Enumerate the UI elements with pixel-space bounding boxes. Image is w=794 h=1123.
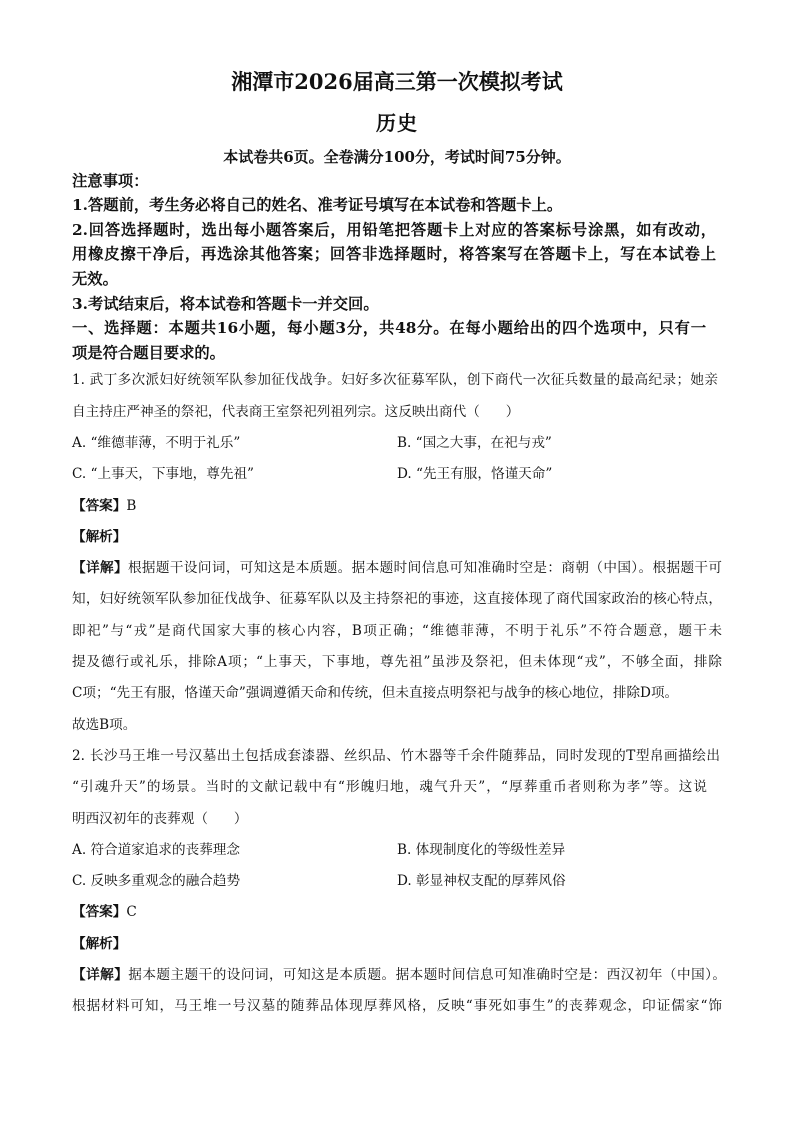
detail-text: 据本题主题干的设问词，可知这是本质题。据本题时间信息可知准确时空是：西汉初年（中国）。: [128, 966, 726, 983]
answer-label: 【答案】: [72, 904, 127, 921]
option-row: [72, 866, 722, 897]
detail-line: C项；“先王有服，恪谨天命”强调遵循天命和传统，但未直接点明祭祀与战争的核心地位，排除D项。: [72, 685, 679, 702]
detail-label: 【详解】: [72, 560, 128, 577]
answer-value: B: [126, 497, 137, 514]
detail-line: 即祀”与“戎”是商代国家大事的核心内容，B项正确；“维德菲薄，不明于礼乐”不符合题意，题干未: [72, 622, 722, 639]
answer-line: [72, 491, 722, 522]
answer-label: 【答案】: [72, 497, 127, 514]
notice-item-2-line: 用橡皮擦干净后，再选涂其他答案；回答非选择题时，将答案写在答题卡上，写在本试卷上: [72, 245, 716, 264]
exam-title: 湘潭市2026届高三第一次模拟考试: [231, 69, 563, 94]
option-a: A. “维德菲薄，不明于礼乐”: [72, 434, 241, 451]
option-d: D. “先王有服，恪谨天命”: [397, 466, 553, 483]
option-c: C. “上事天，下事地，尊先祖”: [72, 466, 254, 483]
notice-item-2-line: 无效。: [72, 270, 118, 289]
option-row: [72, 835, 722, 866]
exam-info: 本试卷共6页。全卷满分100分，考试时间75分钟。: [223, 148, 571, 166]
notice-heading: 注意事项：: [72, 171, 149, 190]
option-row: [72, 428, 722, 459]
analysis-label: 【解析】: [72, 528, 127, 545]
option-d: D. 彰显神权支配的厚葬风俗: [397, 873, 566, 890]
section-heading-line: 一、选择题：本题共16小题，每小题3分，共48分。在每小题给出的四个选项中，只有一: [72, 319, 706, 338]
subject-title: 历史: [376, 111, 418, 135]
detail-label: 【详解】: [72, 966, 129, 983]
notice-block: [72, 169, 716, 366]
detail-line: 故选B项。: [72, 716, 137, 733]
question-stem-line: 1. 武丁多次派妇好统领军队参加征伐战争。妇好多次征募军队，创下商代一次征兵数量的最高纪录；她亲: [72, 372, 718, 389]
detail-line: 根据材料可知，马王堆一号汉墓的随葬品体现厚葬风格，反映“事死如事生”的丧葬观念，印证儒家“饰: [72, 998, 722, 1015]
option-row: [72, 459, 722, 490]
notice-item-3: 3.考试结束后，将本试卷和答题卡一并交回。: [72, 294, 379, 313]
analysis-label: 【解析】: [72, 935, 127, 952]
detail-line: 提及德行或礼乐，排除A项；“上事天，下事地，尊先祖”虽涉及祭祀，但未体现“戎”，不够全面，排除: [72, 654, 722, 671]
question-2: [72, 741, 726, 1023]
option-c: C. 反映多重观念的融合趋势: [72, 873, 241, 890]
notice-item-1: 1.答题前，考生务必将自己的姓名、准考证号填写在本试卷和答题卡上。: [72, 196, 563, 215]
answer-line: [72, 897, 722, 928]
detail-line: [72, 553, 722, 584]
question-stem-line: 自主持庄严神圣的祭祀，代表商王室祭祀列祖列宗。这反映出商代（ ）: [72, 403, 520, 420]
section-heading-line: 项是符合题目要求的。: [72, 343, 225, 362]
detail-line: 知，妇好统领军队参加征伐战争、征募军队以及主持祭祀的事迹，这直接体现了商代国家政治的核心特点，: [72, 591, 722, 608]
detail-line: [72, 960, 726, 991]
question-stem-line: 2. 长沙马王堆一号汉墓出土包括成套漆器、丝织品、竹木器等千余件随葬品，同时发现的T型帛画描绘出: [72, 747, 720, 764]
answer-value: C: [126, 904, 137, 921]
option-a: A. 符合道家追求的丧葬理念: [72, 841, 240, 858]
notice-item-2-line: 2.回答选择题时，选出每小题答案后，用铅笔把答题卡上对应的答案标号涂黑，如有改动，: [72, 220, 716, 239]
question-list: [72, 365, 726, 1022]
detail-text: 根据题干设问词，可知这是本质题。据本题时间信息可知准确时空是：商朝（中国）。根据题干可: [127, 560, 723, 577]
question-1: [72, 365, 722, 741]
question-stem-line: 明西汉初年的丧葬观（ ）: [72, 810, 248, 827]
option-b: B. 体现制度化的等级性差异: [397, 841, 566, 858]
question-stem-line: “引魂升天”的场景。当时的文献记载中有“形魄归地，魂气升天”，“厚葬重币者则称为孝”等。这说: [72, 779, 707, 796]
option-b: B. “国之大事，在祀与戎”: [397, 434, 552, 451]
